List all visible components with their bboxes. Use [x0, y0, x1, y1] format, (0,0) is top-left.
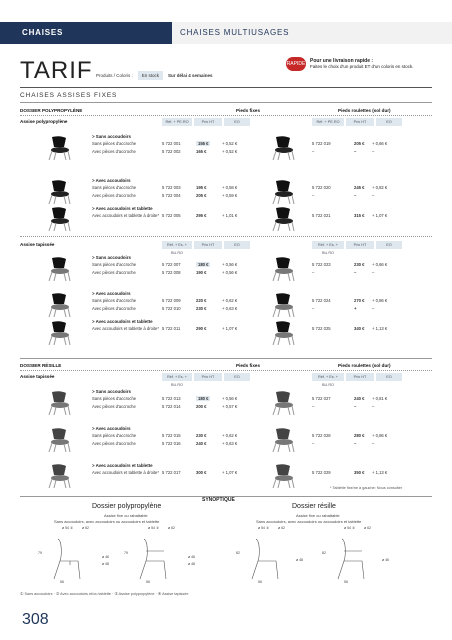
dim-label: 82	[322, 551, 326, 555]
table-row	[92, 306, 432, 313]
side-view-chair	[338, 539, 364, 579]
dotted-rule	[20, 115, 432, 116]
cell-r1: 5 722 016	[162, 441, 181, 446]
table-row	[92, 441, 432, 448]
cell-e1: + 1,07 €	[222, 470, 238, 475]
dim-label: ø 62	[168, 526, 176, 530]
block1-assise-tapissee: Assise tapissée	[20, 242, 55, 247]
dim-label: 56	[146, 580, 150, 584]
chip: Prix HT	[194, 373, 222, 381]
chip: Réf. + PE.RO	[312, 118, 344, 126]
chair-image	[264, 179, 300, 205]
tab-chaises[interactable]: CHAISES	[0, 22, 172, 44]
cell-l: Sans pièces d'accroche	[92, 433, 137, 438]
cell-r2: 5 722 020	[312, 185, 331, 190]
category-label: > Sans accoudoirs	[92, 389, 131, 394]
category-label: > Avec accoudoirs et tablette	[92, 319, 153, 324]
cell-p2: –	[354, 149, 357, 154]
right-head: Dossier résille	[292, 503, 336, 510]
cell-p1: 180 €	[198, 396, 209, 401]
dim-label: ø 54 ②	[148, 526, 160, 530]
side-view-chair	[140, 539, 166, 579]
section-title: CHAISES ASSISES FIXES	[20, 92, 118, 99]
top-band	[0, 0, 452, 44]
chip: Réf. + PE.RO	[162, 118, 192, 126]
cell-p1: 190 €	[196, 270, 207, 275]
cell-p1: 165 €	[196, 149, 207, 154]
cell-r2: 5 722 023	[312, 262, 331, 267]
chair-image	[40, 256, 76, 282]
dim-label: ø 54 ②	[62, 526, 74, 530]
cell-p2: 350 €	[354, 470, 365, 475]
cell-r1: 5 722 011	[162, 326, 181, 331]
cell-l: Avec accoudoirs et tablette à droite*	[92, 326, 159, 331]
divider	[20, 102, 432, 103]
chair-image	[264, 135, 300, 161]
cell-r1: 5 722 015	[162, 433, 181, 438]
chair-image	[40, 463, 76, 489]
divider	[20, 87, 432, 88]
left-sub2: Sans accoudoirs, avec accoudoirs ou accoudoirs et tablette	[54, 519, 160, 524]
cell-p2: 270 €	[354, 298, 365, 303]
cell-e2: –	[372, 149, 375, 154]
cell-e1: + 0,56 €	[222, 396, 238, 401]
cell-r2: –	[312, 306, 315, 311]
cell-l: Sans pièces d'accroche	[92, 396, 137, 401]
chip: EO	[376, 373, 402, 381]
block1-pieds-fixes: Pieds fixes	[236, 108, 261, 113]
cell-e1: + 0,59 €	[222, 193, 238, 198]
block2-pieds-fixes: Pieds fixes	[236, 363, 261, 368]
cell-r1: 5 722 001	[162, 141, 181, 146]
block2-label: DOSSIER RÉSILLE	[20, 363, 62, 368]
chair-image	[264, 256, 300, 282]
cell-p2: –	[354, 270, 357, 275]
cell-r2: 5 722 029	[312, 470, 331, 475]
legend-footnote: ① Sans accoudoirs · ② Avec accoudoirs et/ou tablette · ③ Assise polypropylène · ④ Assise tapissée	[20, 592, 189, 596]
cell-e2: –	[372, 193, 375, 198]
cell-p2: –	[354, 404, 357, 409]
cell-p1: 230 €	[196, 433, 207, 438]
cell-p1: 195 €	[196, 185, 207, 190]
category-label: > Avec accoudoirs	[92, 291, 131, 296]
dim-label: 56	[60, 580, 64, 584]
cell-e2: + 1,13 €	[372, 470, 388, 475]
dim-label: ø 46	[102, 555, 110, 559]
synoptique-title: SYNOPTIQUE	[202, 497, 235, 503]
chair-image	[264, 427, 300, 453]
cell-e1: + 0,56 €	[222, 270, 238, 275]
table-row	[92, 298, 432, 305]
cell-p1: 290 €	[196, 326, 207, 331]
cell-p2: –	[354, 441, 357, 446]
dim-label: ø 62	[278, 526, 286, 530]
dim-label: ø 48	[296, 558, 304, 562]
dim-label: 79	[124, 551, 128, 555]
block1-label: DOSSIER POLYPROPYLÈNE	[20, 108, 83, 113]
filter-label: Produits / Coloris :	[96, 73, 133, 78]
chair-image	[40, 320, 76, 346]
table-row	[92, 185, 432, 192]
cell-r2: –	[312, 193, 315, 198]
block2-pieds-roulettes: Pieds roulettes (sol dur)	[338, 363, 391, 368]
chip: EO	[376, 241, 402, 249]
table-row	[92, 326, 432, 333]
cell-e2: + 0,66 €	[372, 141, 388, 146]
chip: EO	[376, 118, 402, 126]
chip: EO	[224, 373, 250, 381]
block2-assise: Assise tapissée	[20, 374, 55, 379]
chip: Prix HT	[194, 118, 222, 126]
chip: Prix HT	[346, 118, 374, 126]
table-row	[92, 433, 432, 440]
cell-e1: + 0,63 €	[222, 306, 238, 311]
cell-l: Avec pièces d'accroche	[92, 404, 136, 409]
chair-image	[40, 390, 76, 416]
cell-l: Sans pièces d'accroche	[92, 141, 137, 146]
cell-r1: 5 722 013	[162, 396, 181, 401]
cell-l: Avec pièces d'accroche	[92, 193, 136, 198]
en-stock-badge: En stock	[138, 71, 163, 80]
cell-r1: 5 722 002	[162, 149, 181, 154]
dim-label: 79	[38, 551, 42, 555]
cell-p1: 300 €	[196, 470, 207, 475]
cell-e2: + 1,07 €	[372, 213, 388, 218]
chair-image	[40, 135, 76, 161]
dim-label: ø 62	[364, 526, 372, 530]
dim-label: ø 48	[102, 562, 110, 566]
table-row	[92, 149, 432, 156]
livraison-box	[286, 57, 413, 71]
cell-r2: –	[312, 149, 315, 154]
cell-e2: + 0,82 €	[372, 185, 388, 190]
left-sub1: Assise fixe ou rabattable	[104, 513, 148, 518]
chip: EO	[224, 118, 250, 126]
category-label: > Avec accoudoirs	[92, 426, 131, 431]
cell-e1: + 1,01 €	[222, 213, 238, 218]
cell-r1: 5 722 004	[162, 193, 181, 198]
block1-pieds-roulettes: Pieds roulettes (sol dur)	[338, 108, 391, 113]
chair-image	[264, 292, 300, 318]
dim-label: 56	[344, 580, 348, 584]
divider	[20, 358, 432, 359]
chair-image	[264, 390, 300, 416]
cell-e2: + 0,86 €	[372, 433, 388, 438]
cell-p2: 240 €	[354, 396, 365, 401]
cell-e1: + 0,62 €	[222, 433, 238, 438]
cell-p1: 295 €	[196, 213, 207, 218]
cell-p1: 155 €	[198, 141, 209, 146]
chair-image	[40, 427, 76, 453]
cell-l: Avec pièces d'accroche	[92, 306, 136, 311]
dim-label: ø 54 ②	[258, 526, 270, 530]
cell-l: Avec pièces d'accroche	[92, 270, 136, 275]
dim-label: ø 48	[188, 562, 196, 566]
cell-r1: 5 722 007	[162, 262, 181, 267]
cell-e1: + 0,52 €	[222, 141, 238, 146]
cell-r1: 5 722 010	[162, 306, 181, 311]
cell-p1: 200 €	[196, 404, 207, 409]
category-label: > Avec accoudoirs	[92, 178, 131, 183]
cell-e1: + 0,57 €	[222, 404, 238, 409]
dotted-rule	[20, 370, 432, 371]
cell-p2: 245 €	[354, 185, 365, 190]
category-label: > Avec accoudoirs et tablette	[92, 463, 153, 468]
tab-chaises-multiusages[interactable]: CHAISES MULTIUSAGES	[172, 22, 452, 44]
chip: Prix HT	[346, 241, 374, 249]
cell-p1: 205 €	[196, 193, 207, 198]
table-row	[92, 396, 432, 403]
chair-image	[40, 292, 76, 318]
dim-label: ø 62	[82, 526, 90, 530]
cell-e2: –	[372, 306, 375, 311]
cell-e2: + 1,13 €	[372, 326, 388, 331]
table-row	[92, 193, 432, 200]
table-row	[92, 270, 432, 277]
cell-r2: 5 722 025	[312, 326, 331, 331]
chair-image	[40, 206, 76, 232]
dim-label: ø 54 ②	[344, 526, 356, 530]
cell-r1: 5 722 017	[162, 470, 181, 475]
cell-e2: –	[372, 441, 375, 446]
cell-p1: 240 €	[196, 441, 207, 446]
cell-l: Avec accoudoirs et tablette à droite*	[92, 470, 159, 475]
cell-e2: –	[372, 404, 375, 409]
cell-e1: + 0,52 €	[222, 149, 238, 154]
cell-e1: + 0,63 €	[222, 441, 238, 446]
chair-image	[264, 320, 300, 346]
left-head: Dossier polypropylène	[92, 503, 162, 510]
table-row	[92, 470, 432, 477]
cell-e1: + 0,56 €	[222, 262, 238, 267]
cell-p2: +	[354, 306, 357, 311]
cell-p2: 315 €	[354, 213, 365, 218]
cell-p1: 230 €	[196, 306, 207, 311]
cell-l: Avec pièces d'accroche	[92, 149, 136, 154]
delay-badge: Sur délai 4 semaines	[168, 73, 213, 78]
synoptique-drawings	[44, 533, 424, 583]
legend-filters	[96, 71, 213, 80]
cell-l: Sans pièces d'accroche	[92, 185, 137, 190]
category-label: > Avec accoudoirs et tablette	[92, 206, 153, 211]
cell-l: Avec pièces d'accroche	[92, 441, 136, 446]
dim-label: ø 46	[188, 555, 196, 559]
footnote: * Tablette fixe/ne à gauche: Nous consulter	[330, 486, 403, 490]
cell-r2: 5 722 019	[312, 141, 331, 146]
truck-icon: RAPIDE	[286, 57, 306, 71]
chip: Prix HT	[194, 241, 222, 249]
cell-r1: 5 722 008	[162, 270, 181, 275]
cell-e1: + 0,62 €	[222, 298, 238, 303]
cell-r2: 5 722 024	[312, 298, 331, 303]
dim-label: 82	[236, 551, 240, 555]
cell-p2: 280 €	[354, 433, 365, 438]
chair-image	[40, 179, 76, 205]
page-title: TARIF	[20, 57, 93, 84]
page-number: 308	[22, 611, 49, 628]
cell-l: Sans pièces d'accroche	[92, 262, 137, 267]
cell-r1: 5 722 014	[162, 404, 181, 409]
dim-label: 56	[258, 580, 262, 584]
cell-p1: 220 €	[196, 298, 207, 303]
cell-r2: –	[312, 441, 315, 446]
category-label: > Sans accoudoirs	[92, 134, 131, 139]
cell-p2: –	[354, 193, 357, 198]
dotted-rule	[20, 236, 432, 237]
cell-p2: 230 €	[354, 262, 365, 267]
cell-r2: 5 722 021	[312, 213, 331, 218]
cell-r1: 5 722 005	[162, 213, 181, 218]
side-view-chair	[54, 539, 80, 579]
cell-r2: 5 722 027	[312, 396, 331, 401]
chip: Réf. + Es. + BU.RO	[312, 373, 344, 381]
cell-r2: –	[312, 270, 315, 275]
dim-label: ø 46	[382, 558, 390, 562]
table-row	[92, 404, 432, 411]
table-row	[92, 213, 432, 220]
livraison-title: Pour une livraison rapide :	[310, 58, 374, 64]
cell-l: Sans pièces d'accroche	[92, 298, 137, 303]
block1-assise: Assise polypropylène	[20, 119, 68, 124]
cell-e2: + 0,66 €	[372, 262, 388, 267]
right-sub1: Assise fixe ou rabattable	[296, 513, 340, 518]
cell-p2: 205 €	[354, 141, 365, 146]
cell-e2: –	[372, 270, 375, 275]
cell-l: Avec accoudoirs et tablette à droite*	[92, 213, 159, 218]
cell-e2: + 0,81 €	[372, 396, 388, 401]
cell-p2: 340 €	[354, 326, 365, 331]
chip: Réf. + Es. + BU.RO	[162, 373, 192, 381]
cell-r2: –	[312, 404, 315, 409]
table-row	[92, 262, 432, 269]
table-row	[92, 141, 432, 148]
cell-e1: + 0,58 €	[222, 185, 238, 190]
chip: Prix HT	[346, 373, 374, 381]
chip: Réf. + Es. + BU.RO	[162, 241, 192, 249]
right-sub2: Sans accoudoirs, avec accoudoirs ou accoudoirs et tablette	[256, 519, 362, 524]
livraison-text: Faites le choix d'un produit ET d'un coloris en stock.	[310, 64, 414, 69]
cell-e1: + 1,07 €	[222, 326, 238, 331]
chip: EO	[224, 241, 250, 249]
side-view-chair	[252, 539, 278, 579]
chip: Réf. + Es. + BU.RO	[312, 241, 344, 249]
cell-r1: 5 722 003	[162, 185, 181, 190]
category-label: > Sans accoudoirs	[92, 255, 131, 260]
cell-r1: 5 722 009	[162, 298, 181, 303]
cell-r2: 5 722 028	[312, 433, 331, 438]
cell-e2: + 0,86 €	[372, 298, 388, 303]
cell-p1: 180 €	[198, 262, 209, 267]
